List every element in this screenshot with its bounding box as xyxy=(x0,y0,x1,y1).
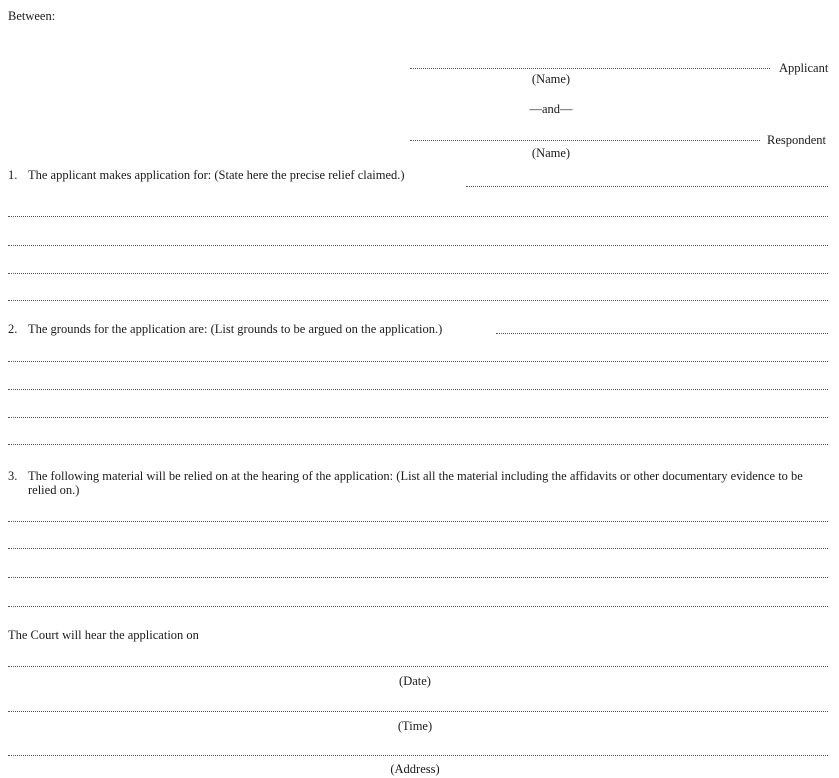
hearing-date-caption: (Date) xyxy=(399,674,431,688)
section-2-text: The grounds for the application are: (List grounds to be argued on the application.) xyxy=(28,322,443,336)
section-2-line[interactable] xyxy=(8,389,828,390)
hearing-intro: The Court will hear the application on xyxy=(8,628,199,642)
section-1-line[interactable] xyxy=(8,216,828,217)
section-1-line[interactable] xyxy=(8,273,828,274)
hearing-address-field[interactable] xyxy=(8,755,828,756)
section-3-heading xyxy=(8,469,833,497)
section-3-line[interactable] xyxy=(8,521,828,522)
section-2-heading xyxy=(8,322,442,336)
section-3-line[interactable] xyxy=(8,606,828,607)
respondent-name-caption: (Name) xyxy=(531,146,571,160)
applicant-name-caption: (Name) xyxy=(531,72,571,86)
applicant-name-field[interactable] xyxy=(410,68,770,69)
section-2-line[interactable] xyxy=(8,444,828,445)
section-1-line[interactable] xyxy=(8,245,828,246)
section-1-number: 1. xyxy=(8,168,18,182)
hearing-time-field[interactable] xyxy=(8,711,828,712)
section-2-line[interactable] xyxy=(8,361,828,362)
section-3-line[interactable] xyxy=(8,548,828,549)
section-3-number: 3. xyxy=(8,469,18,483)
section-1-heading xyxy=(8,168,405,182)
between-label: Between: xyxy=(8,9,56,23)
section-1-line[interactable] xyxy=(8,300,828,301)
hearing-date-field[interactable] xyxy=(8,666,828,667)
section-3-text: The following material will be relied on at the hearing of the application: (List all the material including the affidavits or other documentary evidence to be relied on.) xyxy=(28,469,803,497)
applicant-label: Applicant xyxy=(779,61,829,75)
respondent-name-field[interactable] xyxy=(410,140,760,141)
section-1-line[interactable] xyxy=(466,186,828,187)
section-2-line[interactable] xyxy=(8,417,828,418)
section-2-line[interactable] xyxy=(496,333,828,334)
respondent-label: Respondent xyxy=(767,133,827,147)
and-separator: —and— xyxy=(529,102,573,116)
section-1-text: The applicant makes application for: (State here the precise relief claimed.) xyxy=(28,168,405,182)
section-2-number: 2. xyxy=(8,322,18,336)
hearing-time-caption: (Time) xyxy=(397,719,433,733)
section-3-line[interactable] xyxy=(8,577,828,578)
hearing-address-caption: (Address) xyxy=(390,762,440,776)
